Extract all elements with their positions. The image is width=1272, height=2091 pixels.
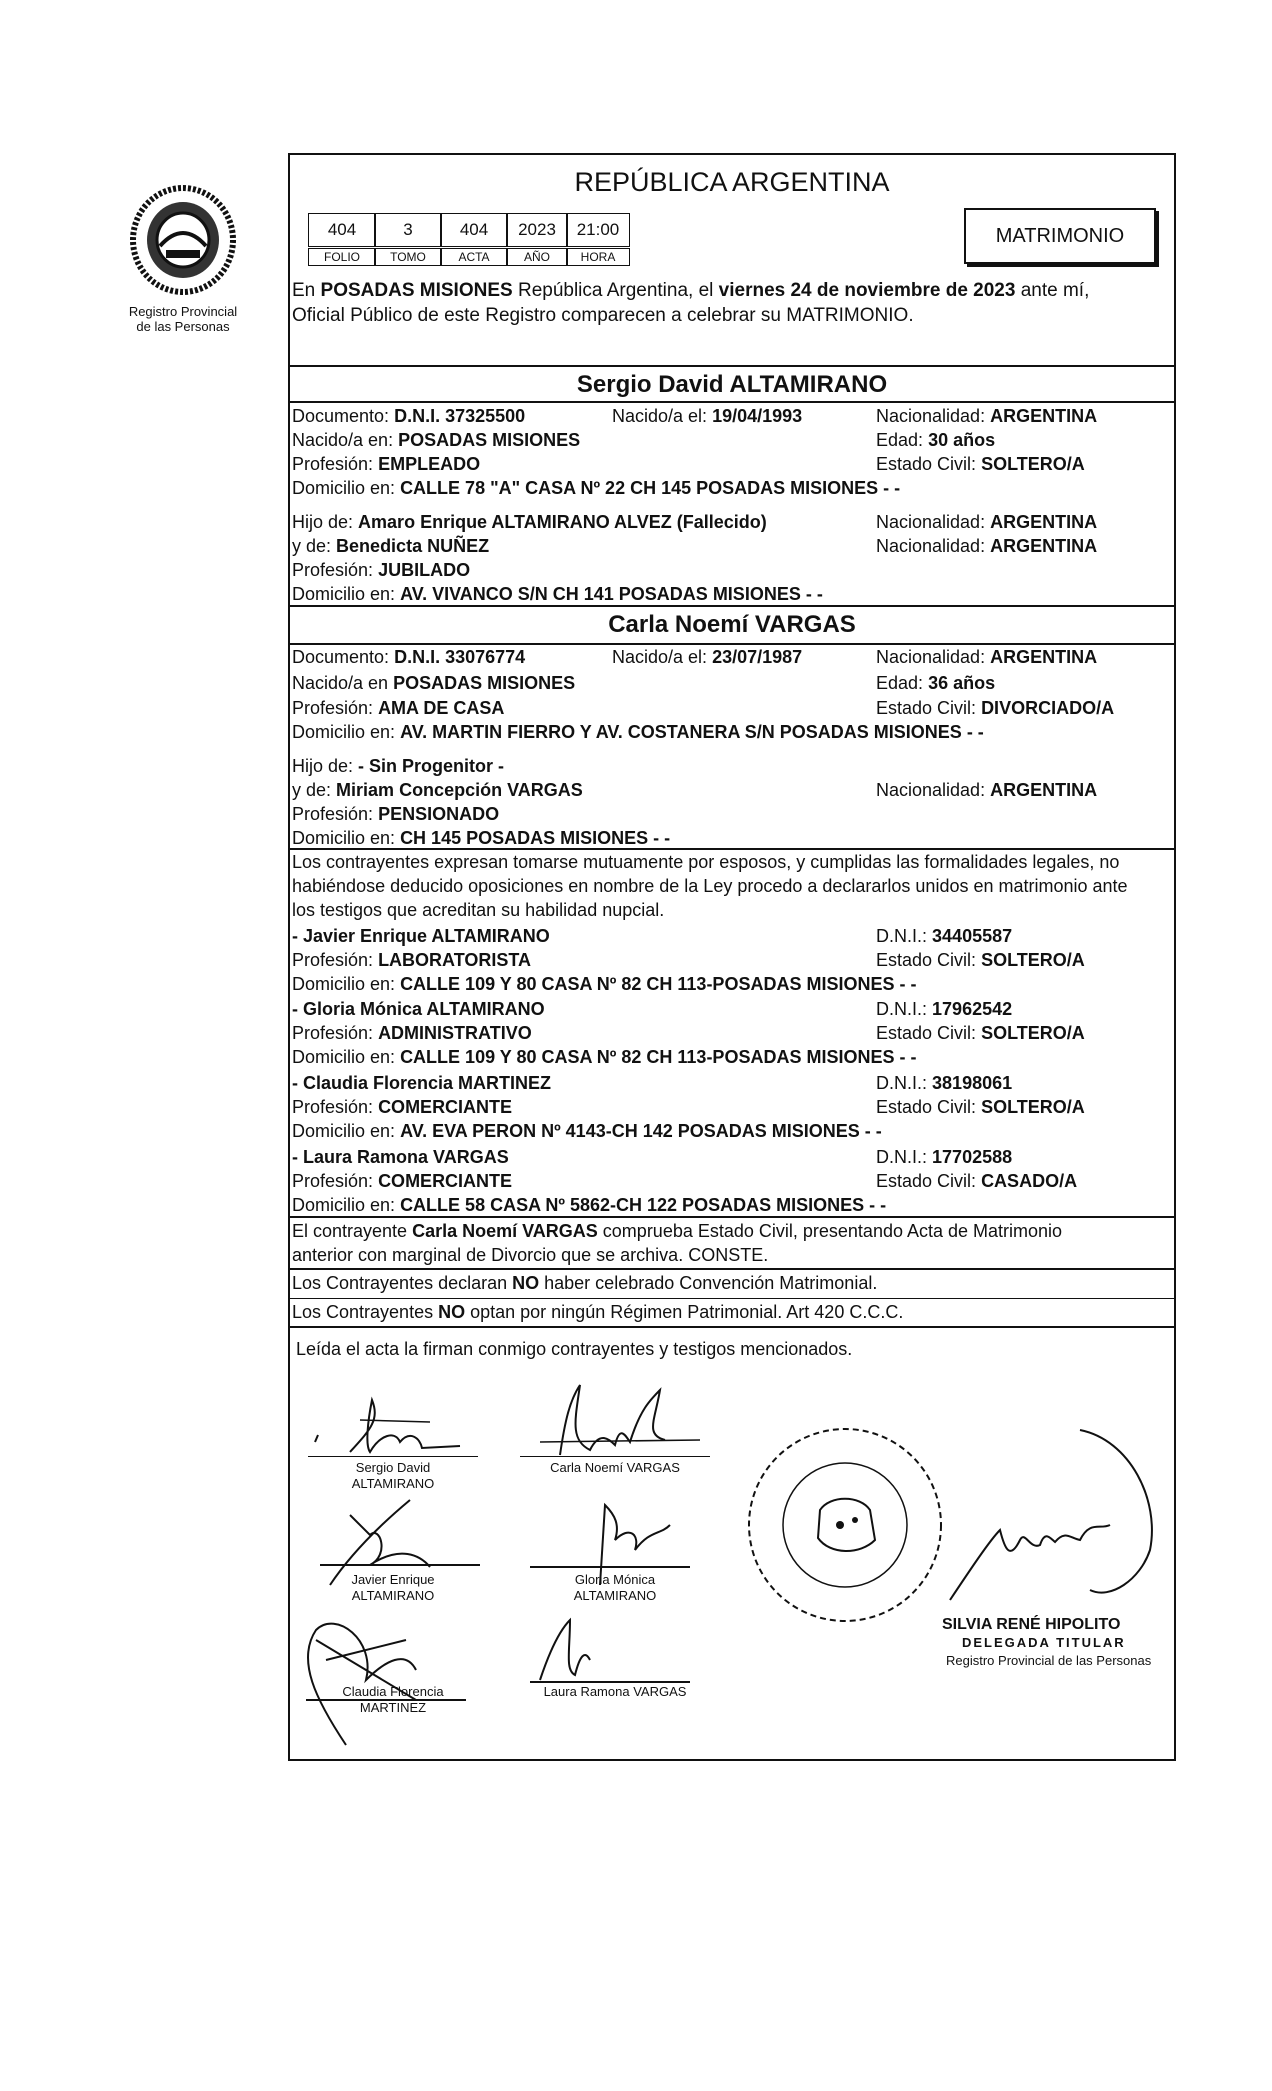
registry-logo — [118, 180, 248, 300]
witness-name: - Laura Ramona VARGAS — [292, 1147, 509, 1167]
declaration-line3: los testigos que acreditan su habilidad nupcial. — [292, 900, 665, 920]
witness-prof: Profesión: COMERCIANTE — [292, 1171, 513, 1191]
spouse1-parent-addr: Domicilio en: AV. VIVANCO S/N CH 141 POSADAS MISIONES - - — [292, 584, 823, 604]
closing-text: Leída el acta la firman conmigo contrayentes y testigos mencionados. — [296, 1339, 853, 1359]
spouse1-place: Nacido/a en: POSADAS MISIONES — [292, 430, 581, 450]
logo-line2: de las Personas — [136, 319, 230, 334]
spouse1-nat: Nacionalidad: ARGENTINA — [876, 406, 1098, 426]
witness-dni: D.N.I.: 34405587 — [876, 926, 1013, 946]
spouse1-mother: y de: Benedicta NUÑEZ — [292, 536, 490, 556]
folio-value: 404 — [308, 213, 376, 247]
witness-name: - Claudia Florencia MARTINEZ — [292, 1073, 552, 1093]
spouse2-doc: Documento: D.N.I. 33076774 — [292, 647, 526, 667]
spouse1-father: Hijo de: Amaro Enrique ALTAMIRANO ALVEZ (Fallecido) — [292, 512, 767, 532]
spouse1-born: Nacido/a el: 19/04/1993 — [612, 406, 803, 426]
signature-witness3 — [296, 1600, 486, 1750]
signature-witness4 — [520, 1610, 710, 1690]
spouse2-nat: Nacionalidad: ARGENTINA — [876, 647, 1098, 667]
ano-label: AÑO — [506, 248, 568, 266]
convention-line1: Los Contrayentes declaran NO haber celebrado Convención Matrimonial. — [292, 1273, 878, 1293]
spouse2-parent-prof: Profesión: PENSIONADO — [292, 804, 500, 824]
spouse1-parent-prof: Profesión: JUBILADO — [292, 560, 471, 580]
witness-dni: D.N.I.: 17962542 — [876, 999, 1013, 1019]
spouse2-civil: Estado Civil: DIVORCIADO/A — [876, 698, 1115, 718]
witness-civil: Estado Civil: SOLTERO/A — [876, 950, 1085, 970]
witness-addr: Domicilio en: AV. EVA PERON Nº 4143-CH 142 POSADAS MISIONES - - — [292, 1121, 882, 1141]
officer-title: DELEGADA TITULAR — [962, 1635, 1126, 1650]
spouse2-prof: Profesión: AMA DE CASA — [292, 698, 505, 718]
signature-caption: Carla Noemí VARGAS — [550, 1460, 680, 1475]
signature-caption: MARTINEZ — [359, 1700, 427, 1715]
witness-prof: Profesión: LABORATORISTA — [292, 950, 532, 970]
declaration-line1: Los contrayentes expresan tomarse mutuamente por esposos, y cumplidas las formalidades legales, no — [292, 852, 1120, 872]
spouse2-mother-nat: Nacionalidad: ARGENTINA — [876, 780, 1098, 800]
spouse1-doc: Documento: D.N.I. 37325500 — [292, 406, 526, 426]
witness-civil: Estado Civil: CASADO/A — [876, 1171, 1078, 1191]
witness-dni: D.N.I.: 38198061 — [876, 1073, 1013, 1093]
signature-spouse2 — [520, 1380, 720, 1460]
witness-civil: Estado Civil: SOLTERO/A — [876, 1023, 1085, 1043]
tomo-value: 3 — [374, 213, 442, 247]
spouse1-mother-nat: Nacionalidad: ARGENTINA — [876, 536, 1098, 556]
logo-line1: Registro Provincial — [128, 304, 238, 319]
record-type-box: MATRIMONIO — [964, 208, 1156, 264]
signature-caption: ALTAMIRANO — [351, 1588, 435, 1603]
spouse2-father: Hijo de: - Sin Progenitor - — [292, 756, 505, 776]
ano-value: 2023 — [506, 213, 568, 247]
signature-caption: Sergio David — [355, 1460, 431, 1475]
signature-caption: Javier Enrique — [351, 1572, 435, 1587]
signature-caption: Claudia Florencia — [342, 1684, 444, 1699]
witness-prof: Profesión: ADMINISTRATIVO — [292, 1023, 532, 1043]
signature-caption: Gloria Mónica — [574, 1572, 656, 1587]
officer-name: SILVIA RENÉ HIPOLITO — [942, 1616, 1121, 1633]
officer-signature — [930, 1420, 1170, 1620]
witness-addr: Domicilio en: CALLE 109 Y 80 CASA Nº 82 CH 113-POSADAS MISIONES - - — [292, 1047, 917, 1067]
declaration-line2: habiéndose deducido oposiciones en nombre de la Ley procedo a declararlos unidos en matrimonio ante — [292, 876, 1128, 896]
witness-name: - Gloria Mónica ALTAMIRANO — [292, 999, 545, 1019]
spouse2-addr: Domicilio en: AV. MARTIN FIERRO Y AV. COSTANERA S/N POSADAS MISIONES - - — [292, 722, 984, 742]
acta-value: 404 — [440, 213, 508, 247]
witness-prof: Profesión: COMERCIANTE — [292, 1097, 513, 1117]
spouse2-age: Edad: 36 años — [876, 673, 996, 693]
signature-spouse1 — [310, 1390, 480, 1460]
intro-line1: En POSADAS MISIONES República Argentina, el viernes 24 de noviembre de 2023 ante mí, — [292, 280, 1090, 301]
spouse2-mother: y de: Miriam Concepción VARGAS — [292, 780, 583, 800]
spouse1-addr: Domicilio en: CALLE 78 "A" CASA Nº 22 CH 145 POSADAS MISIONES - - — [292, 478, 901, 498]
folio-label: FOLIO — [308, 248, 376, 266]
convention-line2: Los Contrayentes NO optan por ningún Régimen Patrimonial. Art 420 C.C.C. — [292, 1302, 904, 1322]
official-seal — [740, 1420, 950, 1630]
spouse2-parent-addr: Domicilio en: CH 145 POSADAS MISIONES - - — [292, 828, 671, 848]
hora-label: HORA — [566, 248, 630, 266]
note-line2: anterior con marginal de Divorcio que se archiva. CONSTE. — [292, 1245, 769, 1265]
spouse2-place: Nacido/a en POSADAS MISIONES — [292, 673, 576, 693]
tomo-label: TOMO — [374, 248, 442, 266]
spouse2-name: Carla Noemí VARGAS — [608, 611, 856, 638]
signature-caption: ALTAMIRANO — [573, 1588, 657, 1603]
spouse2-born: Nacido/a el: 23/07/1987 — [612, 647, 803, 667]
witness-addr: Domicilio en: CALLE 58 CASA Nº 5862-CH 122 POSADAS MISIONES - - — [292, 1195, 887, 1215]
witness-civil: Estado Civil: SOLTERO/A — [876, 1097, 1085, 1117]
intro-line2: Oficial Público de este Registro comparecen a celebrar su MATRIMONIO. — [292, 305, 914, 326]
hora-value: 21:00 — [566, 213, 630, 247]
acta-label: ACTA — [440, 248, 508, 266]
spouse1-name: Sergio David ALTAMIRANO — [576, 371, 888, 398]
signature-caption: ALTAMIRANO — [351, 1476, 435, 1491]
witness-dni: D.N.I.: 17702588 — [876, 1147, 1013, 1167]
spouse1-prof: Profesión: EMPLEADO — [292, 454, 481, 474]
spouse1-civil: Estado Civil: SOLTERO/A — [876, 454, 1085, 474]
spouse1-father-nat: Nacionalidad: ARGENTINA — [876, 512, 1098, 532]
page-title: REPÚBLICA ARGENTINA — [574, 167, 890, 197]
spouse1-age: Edad: 30 años — [876, 430, 996, 450]
witness-name: - Javier Enrique ALTAMIRANO — [292, 926, 550, 946]
signature-caption: Laura Ramona VARGAS — [543, 1684, 687, 1699]
officer-office: Registro Provincial de las Personas — [946, 1653, 1152, 1668]
note-line1: El contrayente Carla Noemí VARGAS comprueba Estado Civil, presentando Acta de Matrimonio — [292, 1221, 1063, 1241]
witness-addr: Domicilio en: CALLE 109 Y 80 CASA Nº 82 CH 113-POSADAS MISIONES - - — [292, 974, 917, 994]
